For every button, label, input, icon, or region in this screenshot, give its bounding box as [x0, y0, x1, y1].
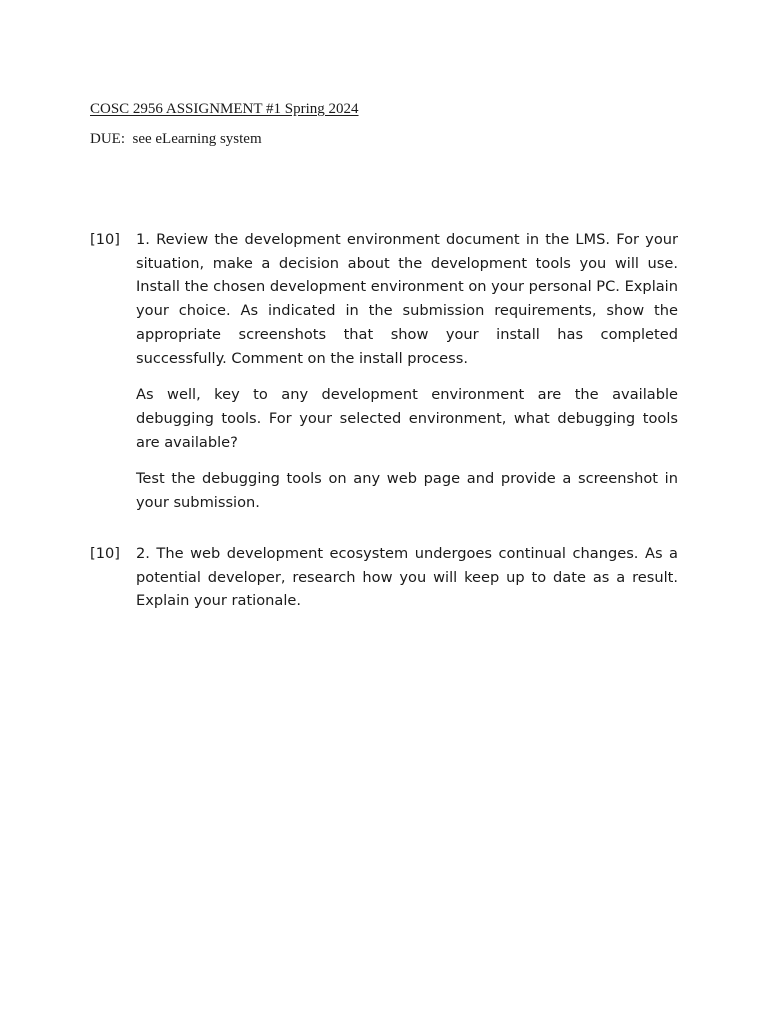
question-1-paragraph: As well, key to any development environment are the available debugging tools. For your selected environment, what debugging tools are available?	[136, 386, 678, 451]
question-1-paragraph: Test the debugging tools on any web page and provide a screenshot in your submission.	[136, 470, 678, 512]
question-2	[90, 542, 678, 613]
question-1-paragraph: 1. Review the development environment document in the LMS. For your situation, make a decision about the development tools you will use. Install the chosen development environment on your personal PC. Explain your choice. As indicated in the submission requirements, show the appropriate screenshots that show your install has completed successfully. Comment on the install process.	[136, 231, 678, 367]
question-1	[90, 228, 678, 515]
question-1-points: [10]	[90, 231, 120, 248]
assignment-title: COSC 2956 ASSIGNMENT #1 Spring 2024	[90, 101, 359, 117]
question-2-points: [10]	[90, 545, 120, 562]
question-2-paragraph: 2. The web development ecosystem undergoes continual changes. As a potential developer, research how you will keep up to date as a result. Explain your rationale.	[136, 545, 678, 610]
due-date-line: DUE: see eLearning system	[90, 131, 262, 147]
question-2-body	[136, 542, 678, 613]
question-1-body	[136, 228, 678, 515]
